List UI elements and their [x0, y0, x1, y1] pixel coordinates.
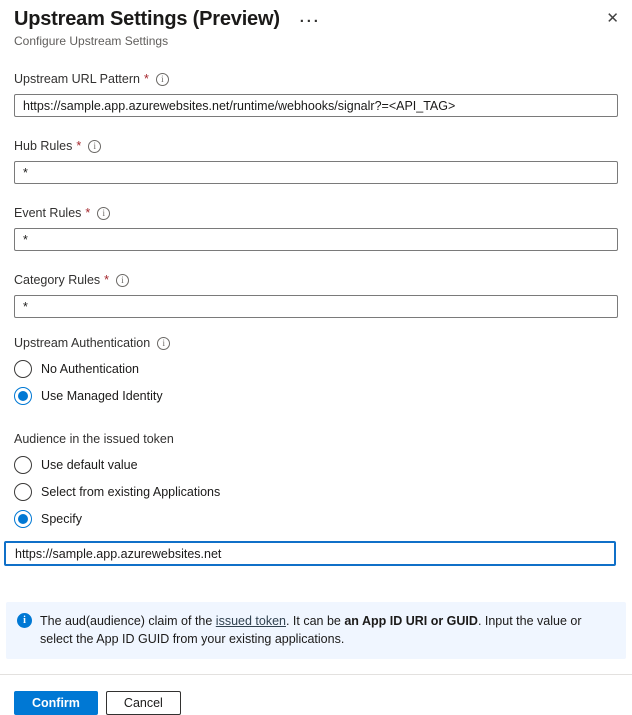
required-asterisk: * [76, 139, 82, 153]
info-icon[interactable]: i [156, 73, 169, 86]
info-icon[interactable]: i [88, 140, 101, 153]
radio-label: Specify [41, 512, 82, 526]
footer-actions [14, 691, 618, 715]
audience-specify-input[interactable] [4, 541, 616, 566]
radio-circle-icon[interactable] [14, 360, 32, 378]
upstream-authentication-section [14, 335, 618, 405]
info-icon[interactable]: i [116, 274, 129, 287]
hub-rules-input[interactable] [14, 161, 618, 184]
field-event-rules [14, 205, 618, 251]
category-rules-input[interactable] [14, 295, 618, 318]
issued-token-link[interactable]: issued token [215, 614, 286, 628]
info-icon[interactable]: i [97, 207, 110, 220]
field-label: Category Rules [14, 273, 101, 287]
field-label: Hub Rules [14, 139, 73, 153]
radio-circle-icon[interactable] [14, 456, 32, 474]
field-label: Upstream URL Pattern [14, 72, 140, 86]
upstream-url-pattern-input[interactable] [14, 94, 618, 117]
radio-circle-icon[interactable] [14, 483, 32, 501]
panel-content [0, 71, 632, 715]
page-title: Upstream Settings (Preview) [14, 8, 280, 30]
radio-label: No Authentication [41, 362, 139, 376]
info-callout-text [40, 612, 614, 648]
panel-subtitle: Configure Upstream Settings [14, 34, 169, 48]
field-upstream-url-pattern [14, 71, 618, 117]
radio-label: Use Managed Identity [41, 389, 163, 403]
info-text-part3: . Input the value or select the App ID GUID from your existing applications. [40, 614, 582, 646]
event-rules-input[interactable] [14, 228, 618, 251]
footer-divider [0, 674, 632, 675]
info-filled-icon: i [17, 613, 32, 628]
radio-use-managed-identity[interactable] [14, 387, 618, 405]
confirm-button[interactable]: Confirm [14, 691, 98, 715]
info-text-part2: . It can be [285, 614, 345, 628]
field-category-rules [14, 272, 618, 318]
section-label: Audience in the issued token [14, 432, 174, 446]
section-label: Upstream Authentication [14, 336, 151, 350]
required-asterisk: * [104, 273, 110, 287]
radio-label: Use default value [41, 458, 138, 472]
audience-section [14, 431, 618, 566]
radio-specify[interactable] [14, 510, 618, 528]
info-icon[interactable]: i [157, 337, 170, 350]
radio-label: Select from existing Applications [41, 485, 221, 499]
close-icon[interactable]: ✕ [606, 10, 619, 27]
cancel-button[interactable]: Cancel [106, 691, 181, 715]
required-asterisk: * [85, 206, 91, 220]
panel-header [0, 0, 632, 48]
required-asterisk: * [143, 72, 149, 86]
field-hub-rules [14, 138, 618, 184]
info-text-part1: The aud(audience) claim of the [40, 614, 216, 628]
radio-circle-selected-icon[interactable] [14, 510, 32, 528]
radio-use-default-value[interactable] [14, 456, 618, 474]
radio-no-authentication[interactable] [14, 360, 618, 378]
more-actions-icon[interactable]: ··· [299, 12, 321, 30]
radio-select-existing-applications[interactable] [14, 483, 618, 501]
radio-circle-selected-icon[interactable] [14, 387, 32, 405]
info-text-bold: an App ID URI or GUID [344, 614, 478, 628]
field-label: Event Rules [14, 206, 82, 220]
info-callout [6, 602, 626, 659]
